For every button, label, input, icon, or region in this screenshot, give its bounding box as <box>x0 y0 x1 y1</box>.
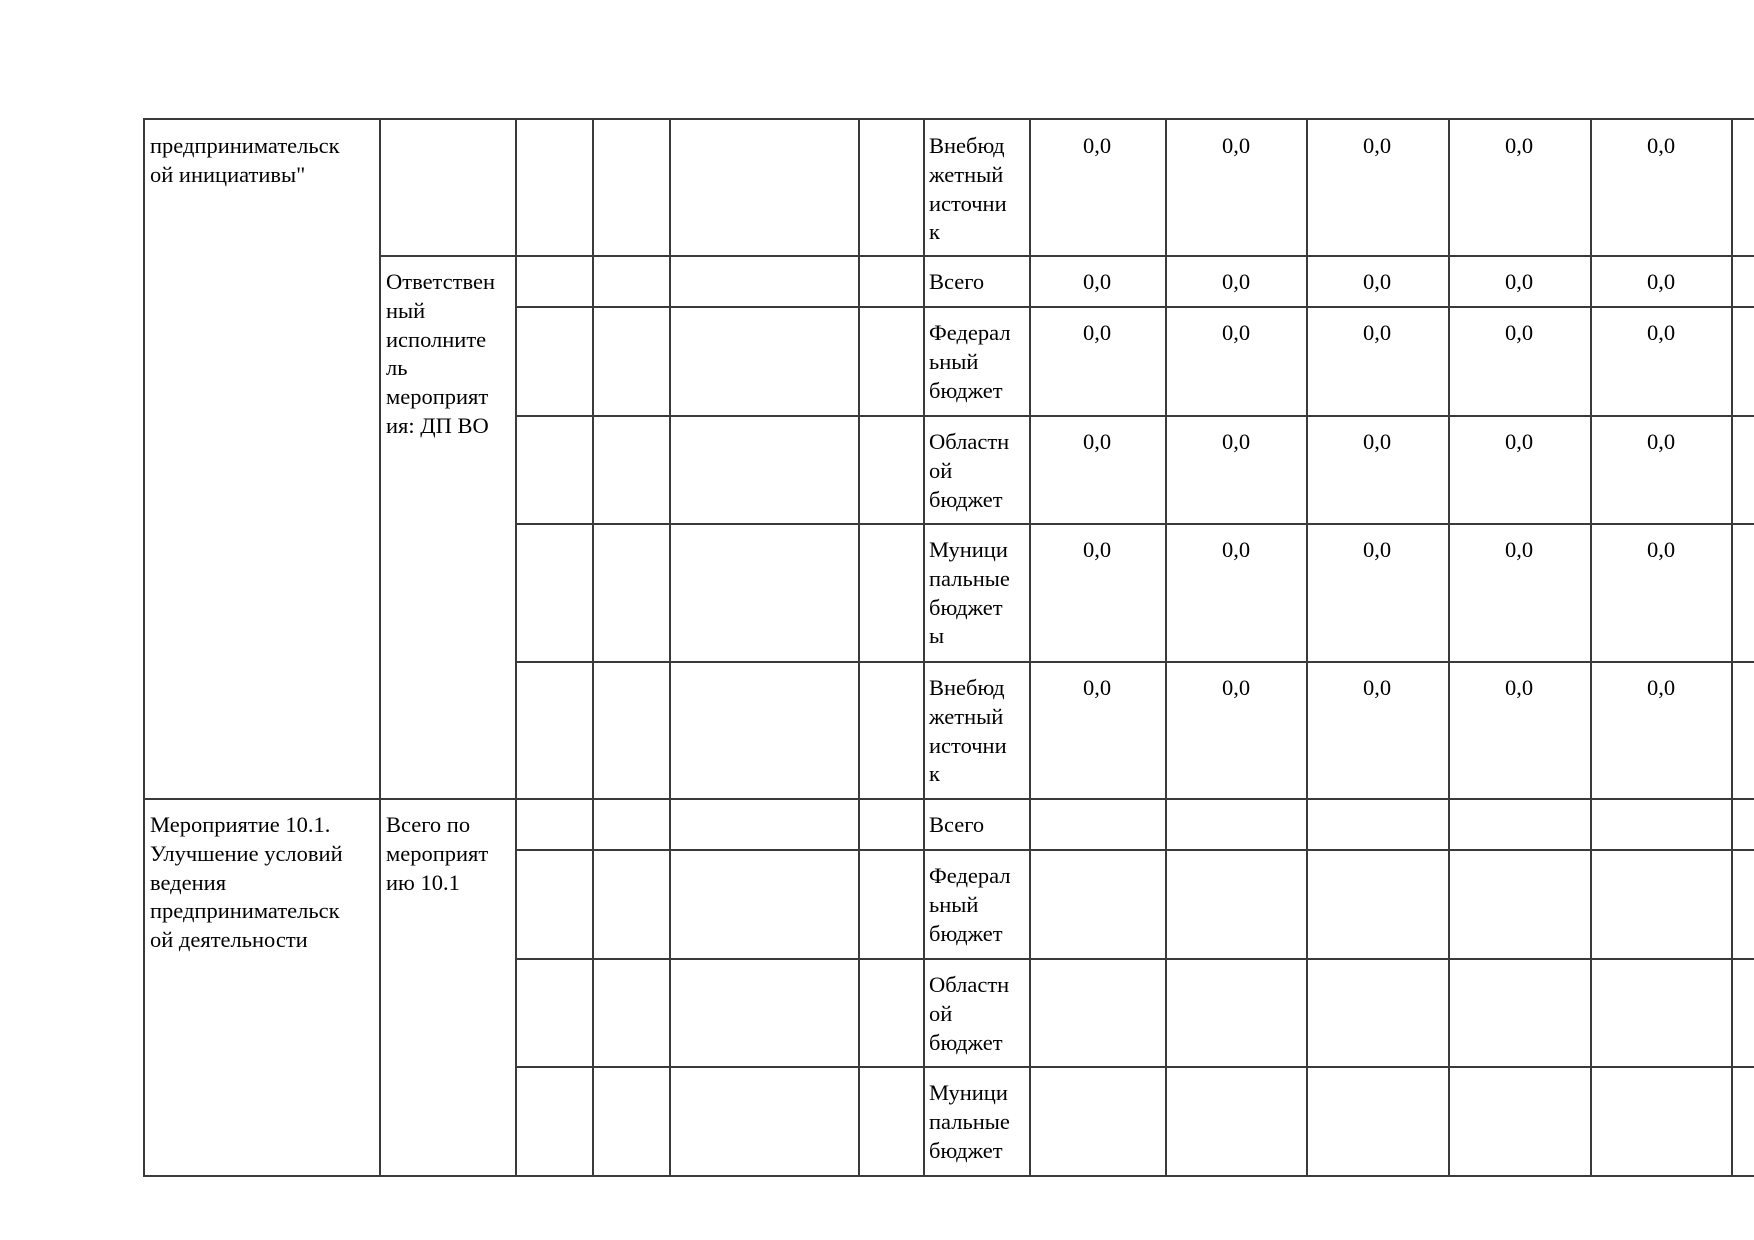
grid-line <box>515 1066 1754 1068</box>
grid-line <box>380 255 1754 257</box>
value-cell: 0,0 <box>1362 133 1392 158</box>
value-cell: 0,0 <box>1646 675 1676 700</box>
grid-line <box>592 118 594 1176</box>
funding-source-cell: Всего <box>929 812 985 837</box>
value-cell: 0,0 <box>1504 269 1534 294</box>
measure-name-cell: Мероприятие 10.1. Улучшение условий ведения предпринимательск ой деятельности <box>150 812 343 953</box>
executor-cell: Ответствен ный исполните ль мероприят ия: ДП ВО <box>386 269 496 438</box>
grid-line <box>143 1175 1754 1177</box>
grid-line <box>669 118 671 1176</box>
value-cell: 0,0 <box>1362 269 1392 294</box>
grid-line <box>858 118 860 1176</box>
value-cell: 0,0 <box>1221 133 1251 158</box>
grid-line <box>1306 118 1308 1176</box>
grid-line <box>1448 118 1450 1176</box>
value-cell: 0,0 <box>1504 133 1534 158</box>
value-cell: 0,0 <box>1082 429 1112 454</box>
value-cell: 0,0 <box>1646 320 1676 345</box>
value-cell: 0,0 <box>1646 429 1676 454</box>
grid-line <box>515 849 1754 851</box>
grid-line <box>143 118 145 1176</box>
value-cell: 0,0 <box>1082 269 1112 294</box>
value-cell: 0,0 <box>1082 537 1112 562</box>
value-cell: 0,0 <box>1504 537 1534 562</box>
value-cell: 0,0 <box>1646 269 1676 294</box>
funding-source-cell: Муници пальные бюджет <box>929 1080 1010 1163</box>
grid-line <box>1590 118 1592 1176</box>
grid-line <box>379 118 381 1176</box>
funding-source-cell: Областн ой бюджет <box>929 972 1010 1055</box>
funding-source-cell: Внебюд жетный источни к <box>929 675 1007 787</box>
value-cell: 0,0 <box>1221 537 1251 562</box>
value-cell: 0,0 <box>1504 320 1534 345</box>
grid-line <box>515 118 517 1176</box>
value-cell: 0,0 <box>1082 320 1112 345</box>
grid-line <box>1029 118 1031 1176</box>
value-cell: 0,0 <box>1082 133 1112 158</box>
value-cell: 0,0 <box>1362 537 1392 562</box>
value-cell: 0,0 <box>1362 320 1392 345</box>
grid-line <box>143 798 1754 800</box>
value-cell: 0,0 <box>1362 429 1392 454</box>
value-cell: 0,0 <box>1646 537 1676 562</box>
grid-line <box>515 306 1754 308</box>
value-cell: 0,0 <box>1362 675 1392 700</box>
funding-source-cell: Федерал ьный бюджет <box>929 320 1011 403</box>
executor-cell: Всего по мероприят ию 10.1 <box>386 812 489 895</box>
grid-line <box>515 958 1754 960</box>
value-cell: 0,0 <box>1221 429 1251 454</box>
grid-line <box>143 118 1754 120</box>
value-cell: 0,0 <box>1221 269 1251 294</box>
grid-line <box>1731 118 1733 1176</box>
funding-source-cell: Внебюд жетный источни к <box>929 133 1007 245</box>
grid-line <box>923 118 925 1176</box>
value-cell: 0,0 <box>1221 320 1251 345</box>
grid-line <box>515 661 1754 663</box>
funding-source-cell: Всего <box>929 269 985 294</box>
funding-source-cell: Областн ой бюджет <box>929 429 1010 512</box>
value-cell: 0,0 <box>1646 133 1676 158</box>
grid-line <box>515 415 1754 417</box>
grid-line <box>515 523 1754 525</box>
value-cell: 0,0 <box>1221 675 1251 700</box>
value-cell: 0,0 <box>1504 429 1534 454</box>
measure-name-cell: предпринимательск ой инициативы" <box>150 133 340 187</box>
value-cell: 0,0 <box>1504 675 1534 700</box>
funding-source-cell: Муници пальные бюджет ы <box>929 537 1010 649</box>
value-cell: 0,0 <box>1082 675 1112 700</box>
funding-source-cell: Федерал ьный бюджет <box>929 863 1011 946</box>
grid-line <box>1165 118 1167 1176</box>
